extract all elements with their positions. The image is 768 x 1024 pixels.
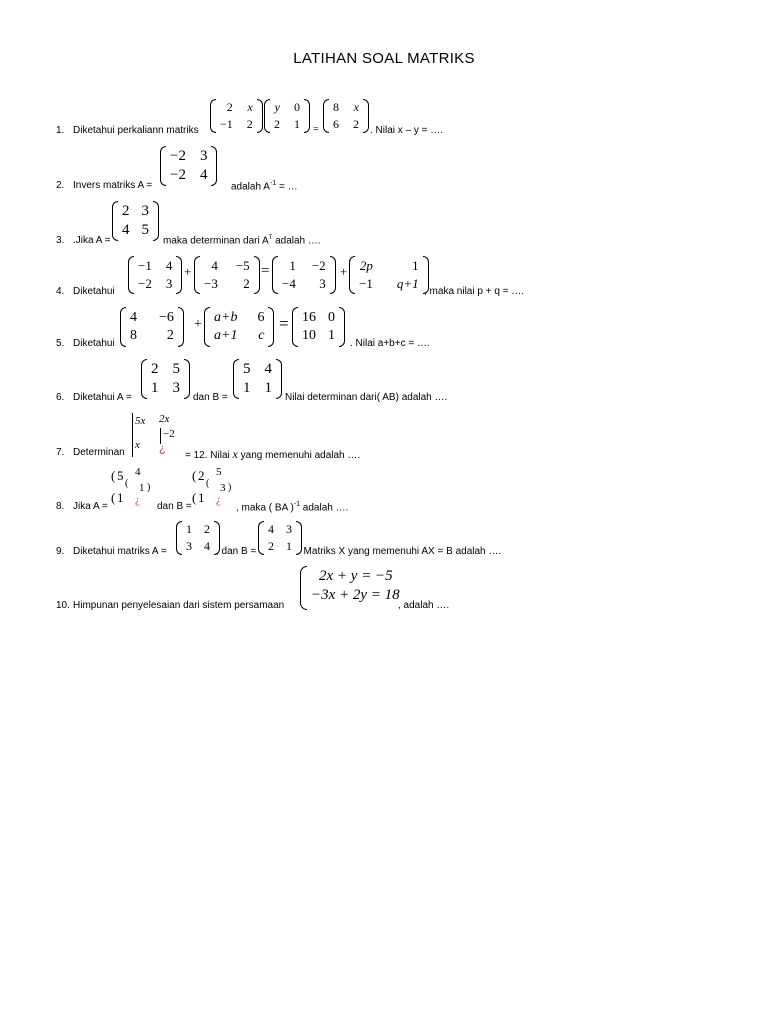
q10-after: , adalah …. bbox=[398, 600, 450, 611]
q1-after: . Nilai x – y = …. bbox=[370, 125, 444, 136]
q10-system: 2x + y = −5 −3x + 2y = 18 bbox=[300, 566, 404, 610]
q1-matrix-3: 8 x 6 2 bbox=[323, 99, 369, 133]
q8-matrix-a: ( 5 ( 4 1 ) ( 1 ¿ bbox=[111, 466, 151, 506]
q6-mid: dan B = bbox=[193, 392, 228, 403]
q4-matrix-1: −1 4 −2 3 bbox=[128, 256, 182, 294]
question-4: 4. Diketahui bbox=[56, 286, 115, 297]
q4-matrix-2: 4 −5 −3 2 bbox=[194, 256, 260, 294]
q6-matrix-a: 2 5 1 3 bbox=[141, 359, 190, 399]
q3-matrix: 2 3 4 5 bbox=[112, 201, 159, 241]
q8-matrix-b: ( 2 ( 5 3 ) ( 1 ¿ bbox=[192, 466, 232, 506]
q4-matrix-3: 1 −2 −4 3 bbox=[272, 256, 336, 294]
q5-matrix-1: 4 −6 8 2 bbox=[120, 307, 184, 347]
q5-plus: + bbox=[194, 317, 202, 332]
q2-matrix: −2 3 −2 4 bbox=[160, 146, 217, 186]
q4-matrix-4: 2p 1 −1 q+1 bbox=[349, 256, 429, 294]
q7-glyph: ¿ bbox=[159, 443, 166, 455]
q5-after: . Nilai a+b+c = …. bbox=[350, 338, 430, 349]
q5-matrix-3: 16 0 10 1 bbox=[292, 307, 345, 347]
q1-matrix-1: 2 x −1 2 bbox=[210, 99, 263, 133]
question-3: 3. .Jika A = bbox=[56, 235, 111, 246]
question-7: 7. Determinan bbox=[56, 447, 125, 458]
q9-mid: , dan B = bbox=[216, 546, 257, 557]
question-6: 6. Diketahui A = bbox=[56, 392, 132, 403]
q5-equals: = bbox=[279, 314, 289, 333]
q7-determinant: 5x x bbox=[132, 413, 133, 457]
q9-matrix-a: 1 2 3 4 bbox=[176, 521, 220, 555]
q7-determinant-col2: 2x bbox=[159, 413, 170, 425]
question-2: 2. Invers matriks A = bbox=[56, 180, 153, 191]
q5-matrix-2: a+b 6 a+1 c bbox=[204, 307, 274, 347]
q3-after: maka determinan dari $A^T$ adalah …. bbox=[163, 235, 321, 247]
q4-equals: = bbox=[261, 263, 270, 279]
q8-mid: dan B = bbox=[157, 501, 192, 512]
question-5: 5. Diketahui bbox=[56, 338, 115, 349]
question-9: 9. Diketahui matriks A = bbox=[56, 546, 167, 557]
q1-equals: = bbox=[313, 124, 319, 135]
question-8: 8. Jika A = bbox=[56, 501, 108, 512]
question-10: 10. Himpunan penyelesaian dari sistem persamaan bbox=[56, 600, 285, 611]
q4-plus-2: + bbox=[340, 264, 348, 279]
q7-determinant-entry: −2 bbox=[160, 428, 175, 444]
page-title: LATIHAN SOAL MATRIKS bbox=[293, 50, 475, 67]
q9-matrix-b: 4 3 2 1 bbox=[258, 521, 302, 555]
q8-after: , maka ( BA )$^{-1}$ adalah …. bbox=[236, 501, 349, 514]
q6-after: Nilai determinan dari( AB) adalah …. bbox=[285, 392, 448, 403]
q6-matrix-b: 5 4 1 1 bbox=[233, 359, 282, 399]
q7-after: = 12. Nilai x yang memenuhi adalah …. bbox=[185, 447, 361, 461]
q4-after: , maka nilai p + q = …. bbox=[424, 286, 525, 297]
q9-after: . Matriks X yang memenuhi AX = B adalah …. bbox=[298, 546, 502, 557]
q4-plus-1: + bbox=[184, 264, 192, 279]
question-1: 1. Diketahui perkaliann matriks bbox=[56, 125, 199, 136]
q2-after: adalah $A^{-1}$ = … bbox=[231, 180, 298, 193]
q1-matrix-2: y 0 2 1 bbox=[264, 99, 310, 133]
